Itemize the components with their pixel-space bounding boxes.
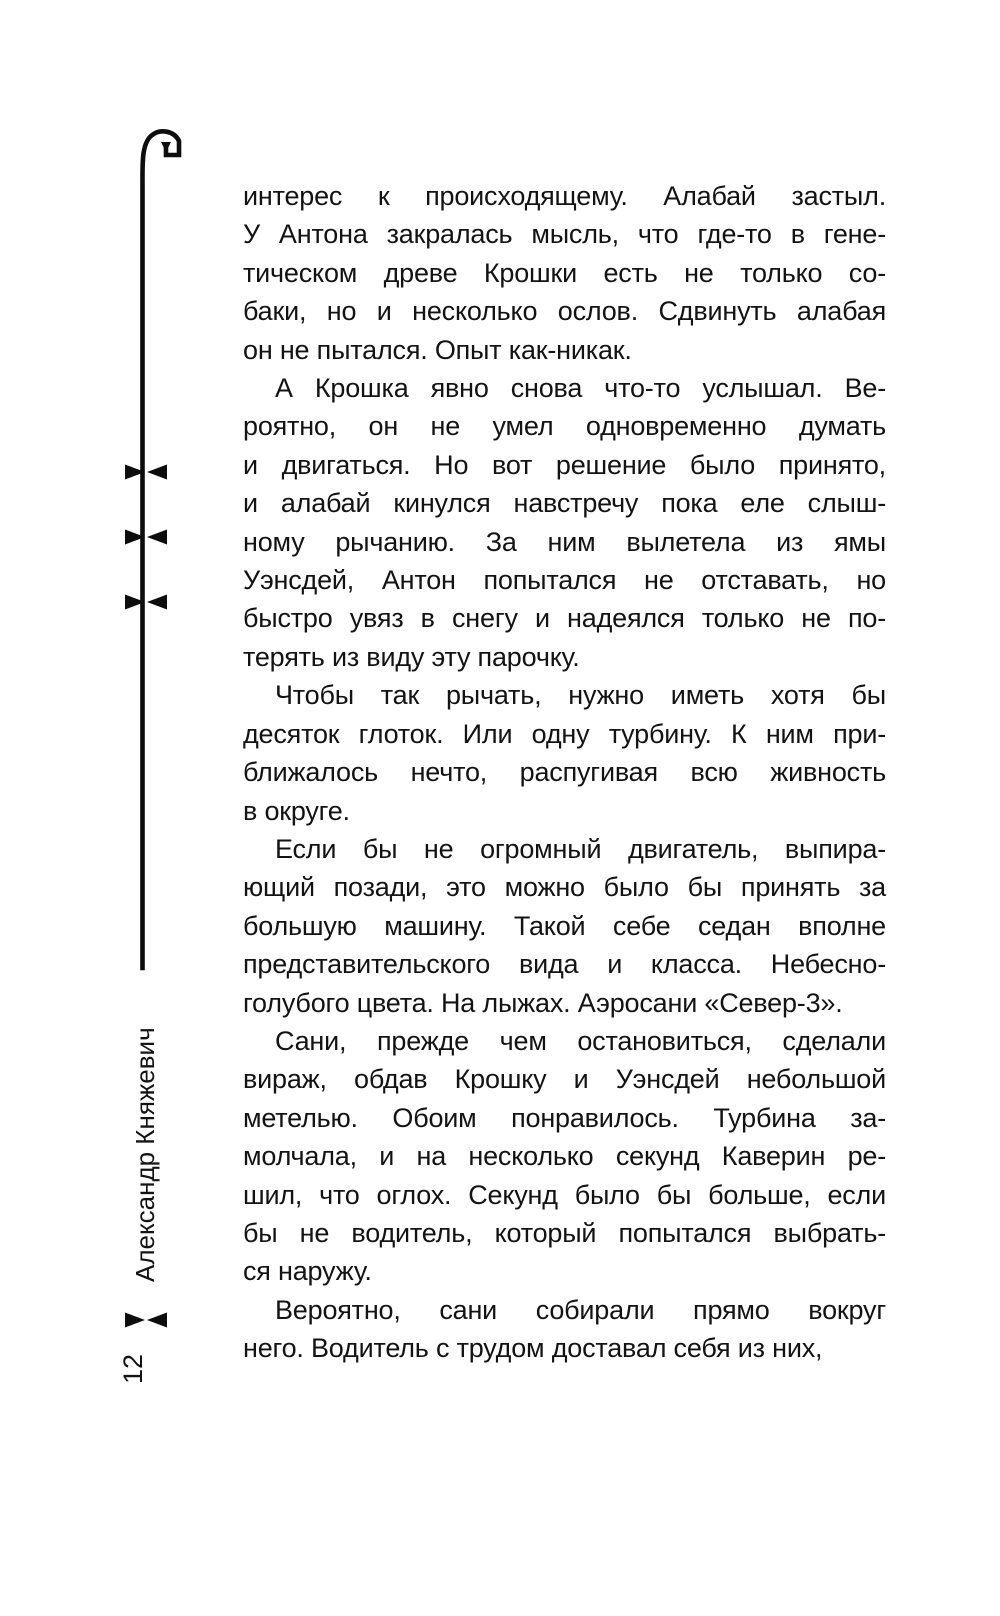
text-line: быстро увяз в снегу и надеялся только не по- — [243, 603, 886, 634]
text-line: Сани, прежде чем остановиться, сделали — [275, 1025, 886, 1056]
text-line: большую машину. Такой себе седан вполне — [243, 910, 886, 941]
text-line: голубого цвета. На лыжах. Аэросани «Север-3». — [243, 987, 843, 1018]
text-line: и алабай кинулся навстречу пока еле слыш- — [243, 488, 886, 519]
text-line: в округе. — [243, 795, 350, 826]
text-line: Чтобы так рычать, нужно иметь хотя бы — [275, 680, 886, 711]
text-line: ному рычанию. За ним вылетела из ямы — [243, 526, 886, 557]
bowtie-ornament — [125, 465, 167, 480]
page-number: 12 — [118, 1353, 148, 1384]
text-block — [243, 177, 886, 1368]
text-line: и двигаться. Но вот решение было принято, — [243, 449, 886, 480]
bowtie-ornament — [125, 530, 167, 545]
text-line: У Антона закралась мысль, что где-то в гене- — [243, 219, 886, 250]
text-line: Если бы не огромный двигатель, выпира- — [275, 833, 886, 864]
text-line: молчала, и на несколько секунд Каверин ре- — [243, 1141, 886, 1172]
text-line: Вероятно, сани собирали прямо вокруг — [275, 1294, 886, 1325]
text-line: роятно, он не умел одновременно думать — [243, 411, 886, 442]
text-line: шил, что оглох. Секунд было бы больше, если — [243, 1179, 886, 1210]
paragraph — [243, 830, 886, 1022]
text-line: него. Водитель с трудом доставал себя из них, — [243, 1333, 823, 1364]
text-line: терять из виду эту парочку. — [243, 641, 580, 672]
text-line: А Крошка явно снова что-то услышал. Ве- — [275, 373, 886, 404]
text-line: он не пытался. Опыт как-никак. — [243, 334, 632, 365]
text-line: ближалось нечто, распугивая всю живность — [243, 757, 886, 788]
text-line: интерес к происходящему. Алабай застыл. — [243, 181, 886, 211]
paragraph — [243, 676, 886, 830]
paragraph — [243, 369, 886, 676]
bowtie-ornament — [125, 595, 167, 610]
paragraph — [243, 177, 886, 369]
crook-tip — [161, 142, 171, 152]
text-line: представительского вида и класса. Небесно- — [243, 949, 886, 980]
paragraph — [243, 1022, 886, 1291]
text-line: баки, но и несколько ослов. Сдвинуть алабая — [243, 296, 886, 327]
author-name: Александр Княжевич — [130, 1027, 160, 1282]
text-line: вираж, обдав Крошку и Уэнсдей небольшой — [243, 1064, 886, 1095]
text-line: бы не водитель, который попытался выбрать- — [243, 1217, 886, 1248]
paragraph — [243, 1291, 886, 1368]
text-line: Уэнсдей, Антон попытался не отставать, но — [243, 565, 886, 596]
text-line: метелью. Обоим понравилось. Турбина за- — [243, 1102, 886, 1133]
text-line: десяток глоток. Или одну турбину. К ним при- — [243, 718, 886, 749]
text-line: тическом древе Крошки есть не только со- — [243, 257, 886, 288]
crook-rule — [142, 131, 179, 968]
bowtie-ornament — [125, 1313, 167, 1328]
text-line: ся наружу. — [243, 1256, 372, 1287]
text-line: ющий позади, это можно было бы принять за — [243, 872, 886, 903]
